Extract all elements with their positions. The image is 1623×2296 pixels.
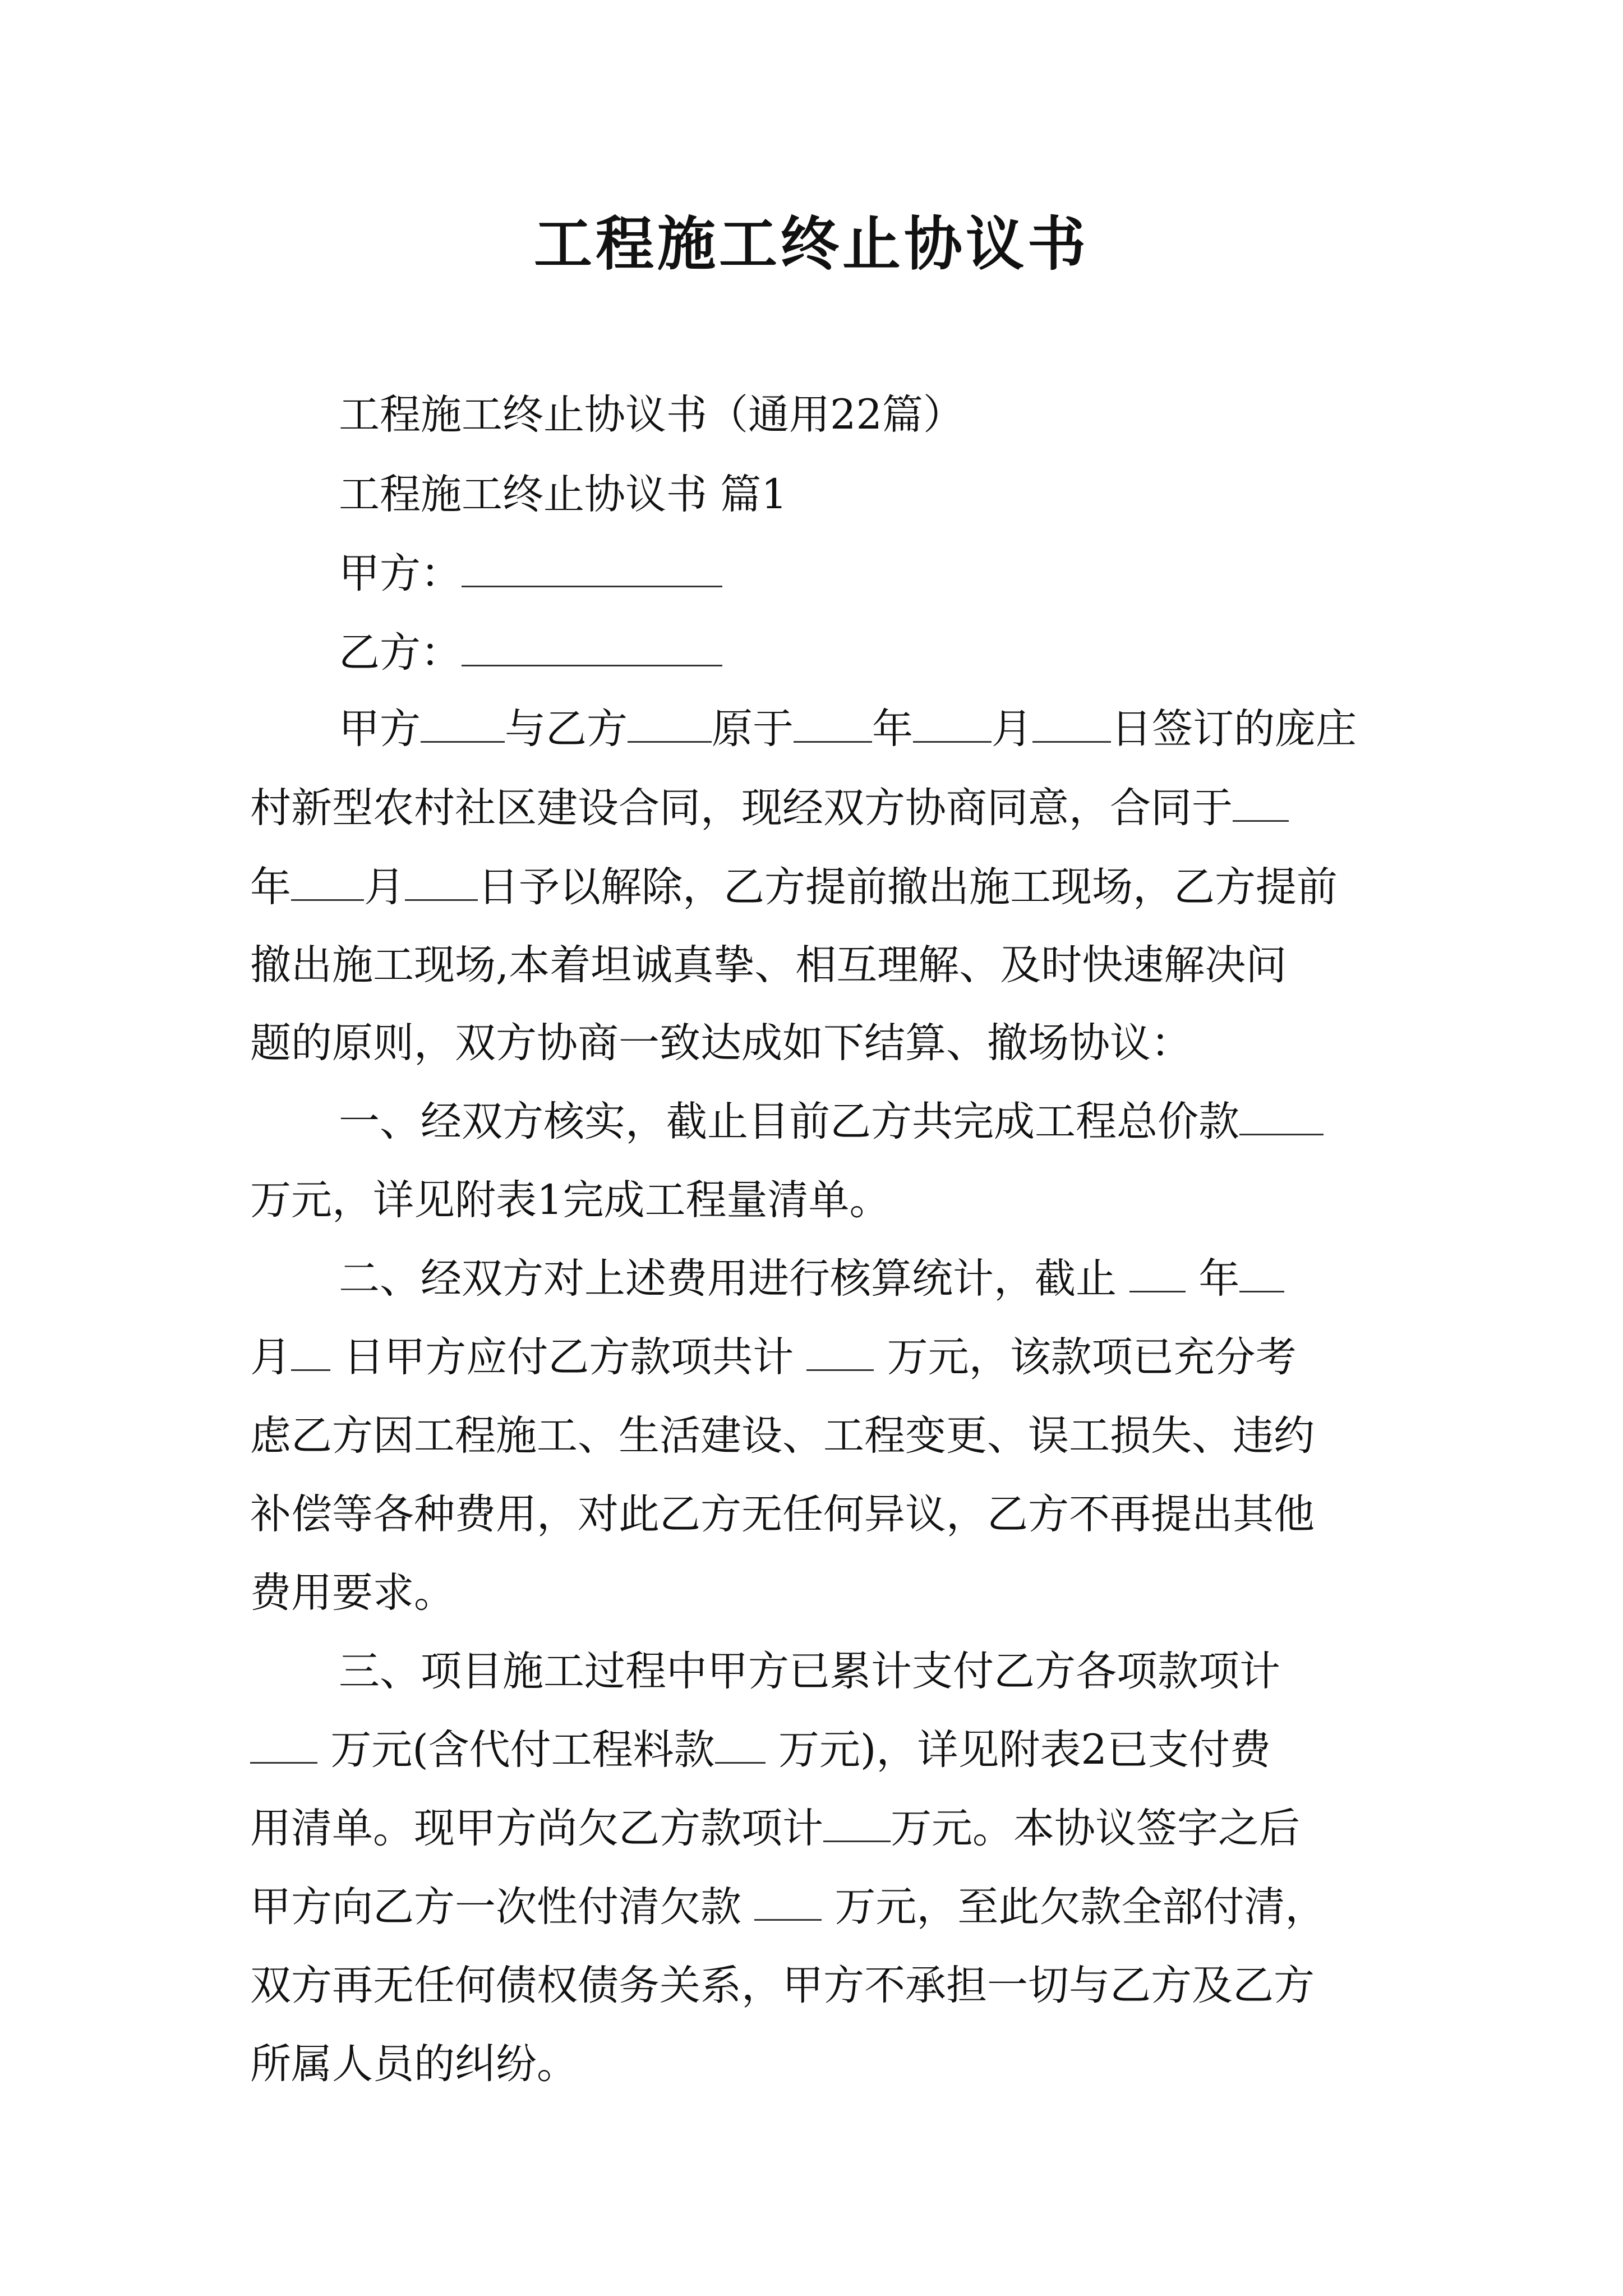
blank-field: [1239, 1251, 1284, 1292]
clause-text: 二、经双方对上述费用进行核算统计，截止: [339, 1255, 1130, 1303]
clause-1-line-2: 万元，详见附表1完成工程量清单。: [250, 1176, 891, 1224]
blank-field: [421, 702, 505, 743]
clause-1-line-1: [339, 1094, 1324, 1150]
blank-field: [1239, 1094, 1324, 1135]
blank-field: [1032, 702, 1111, 743]
clause-text: 甲方向乙方一次性付清欠款: [250, 1883, 755, 1931]
blank-field: [823, 1801, 891, 1842]
clause-text: 万元，至此欠款全部付清，: [822, 1883, 1326, 1931]
intro-text: 年: [872, 705, 913, 753]
clause-text: 万元。本协议签字之后: [891, 1805, 1300, 1852]
party-a-line: [339, 546, 722, 602]
blank-field: [806, 1330, 874, 1371]
clause-text: 万元)，详见附表2已支付费: [765, 1726, 1271, 1774]
clause-3-line-3: [250, 1801, 1300, 1857]
clause-text: 月: [250, 1333, 291, 1381]
intro-text: 甲方: [339, 705, 421, 753]
intro-line-1: [339, 701, 1357, 757]
blank-field: [250, 1723, 317, 1764]
intro-text: 与乙方: [505, 705, 628, 753]
clause-text: 一、经双方核实，截止目前乙方共完成工程总价款: [339, 1098, 1239, 1145]
clause-2-line-4: 补偿等各种费用，对此乙方无任何异议，乙方不再提出其他: [250, 1490, 1315, 1538]
blank-field: [291, 1330, 330, 1371]
clause-2-line-2: [250, 1329, 1297, 1386]
blank-field: [628, 702, 712, 743]
clause-text: 年: [1186, 1255, 1240, 1303]
intro-text: 月: [992, 705, 1032, 753]
party-b-label: 乙方：: [339, 629, 462, 677]
intro-text: 年: [250, 863, 291, 911]
clause-text: 用清单。现甲方尚欠乙方款项计: [250, 1805, 823, 1852]
blank-field: [754, 1880, 822, 1921]
blank-field: [291, 860, 364, 901]
blank-field: [405, 860, 478, 901]
clause-2-line-3: 虑乙方因工程施工、生活建设、工程变更、误工损失、违约: [250, 1412, 1315, 1460]
intro-text: 日签订的庞庄: [1111, 705, 1357, 753]
blank-field: [1233, 781, 1289, 822]
party-a-label: 甲方：: [339, 550, 462, 597]
party-b-blank: [462, 625, 722, 666]
clause-text: 日甲方应付乙方款项共计: [330, 1333, 807, 1381]
clause-text: 万元，该款项已充分考: [874, 1333, 1297, 1381]
clause-2-line-1: [339, 1251, 1284, 1307]
intro-text: 月: [364, 863, 405, 911]
blank-field: [715, 1723, 766, 1764]
section-heading: 工程施工终止协议书 篇1: [339, 471, 787, 518]
clause-3-line-4: [250, 1879, 1326, 1935]
blank-field: [794, 702, 872, 743]
intro-line-2: [250, 780, 1289, 836]
clause-2-line-5: 费用要求。: [250, 1569, 455, 1617]
intro-line-4: 撤出施工现场,本着坦诚真挚、相互理解、及时快速解决问: [250, 941, 1287, 989]
intro-line-5: 题的原则，双方协商一致达成如下结算、撤场协议：: [250, 1019, 1192, 1067]
party-a-blank: [462, 546, 722, 587]
intro-text: 村新型农村社区建设合同，现经双方协商同意，合同于: [250, 784, 1233, 832]
blank-field: [1129, 1251, 1186, 1292]
intro-text: 日予以解除，乙方提前撤出施工现场，乙方提前: [478, 863, 1338, 911]
intro-line-3: [250, 859, 1338, 915]
document-heading-line: 工程施工终止协议书（通用22篇）: [339, 391, 964, 439]
intro-text: 原于: [712, 705, 794, 753]
clause-3-line-2: [250, 1722, 1271, 1778]
blank-field: [913, 702, 992, 743]
clause-text: 万元(含代付工程料款: [317, 1726, 715, 1774]
clause-3-line-6: 所属人员的纠纷。: [250, 2040, 578, 2088]
document-title: 工程施工终止协议书: [533, 209, 1089, 278]
party-b-line: [339, 625, 722, 681]
clause-3-line-5: 双方再无任何债权债务关系，甲方不承担一切与乙方及乙方: [250, 1962, 1315, 2009]
clause-3-line-1: 三、项目施工过程中甲方已累计支付乙方各项款项计: [339, 1648, 1280, 1695]
